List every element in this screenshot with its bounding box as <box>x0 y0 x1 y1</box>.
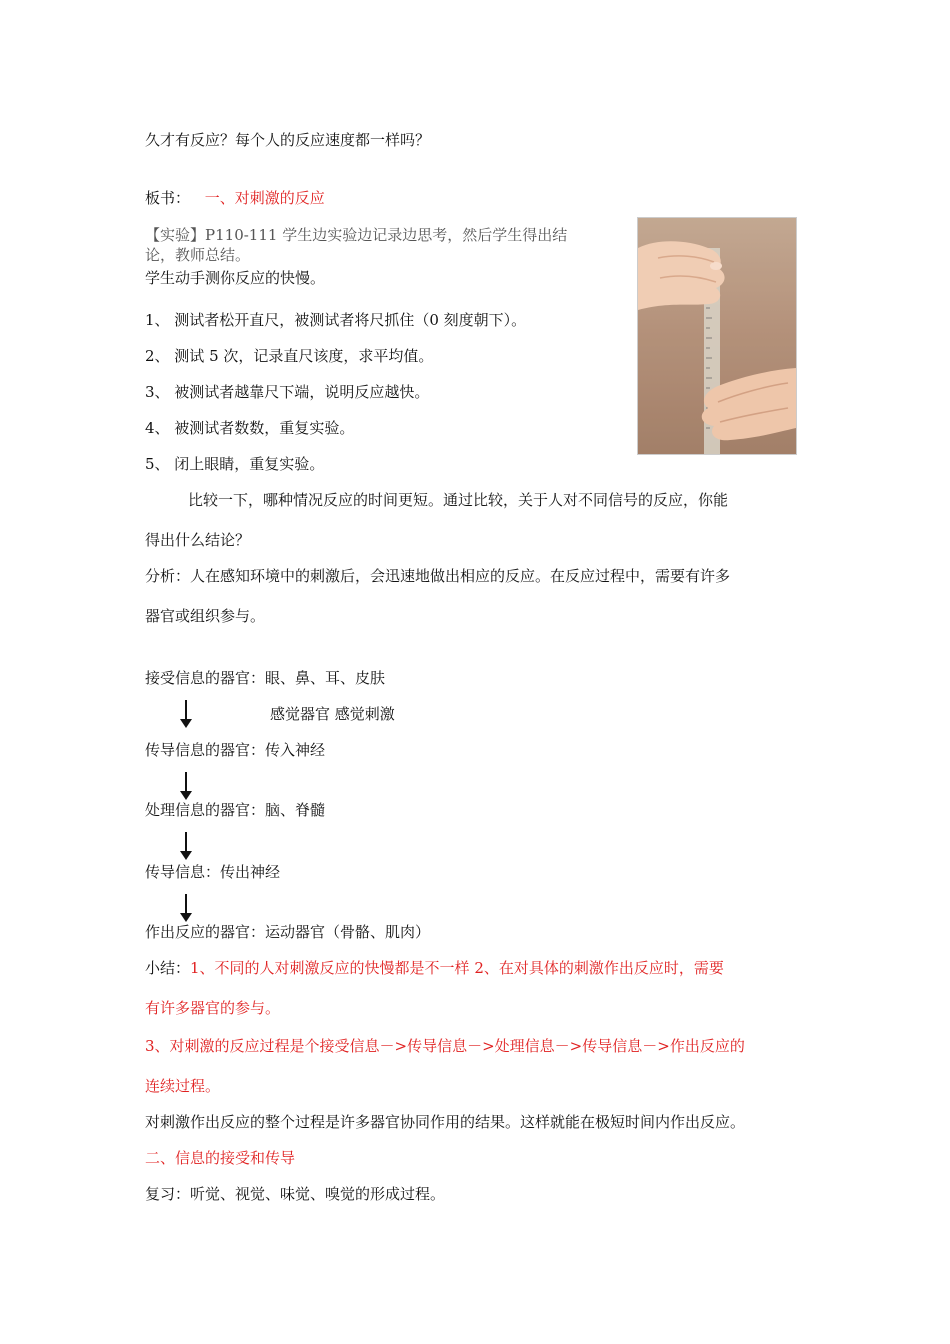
hand-ruler-photo-icon <box>637 217 797 455</box>
compare-line-2: 得出什么结论？ <box>145 531 251 549</box>
board-heading: 一、对刺激的反应 <box>204 189 325 207</box>
experiment-task: 学生动手测你反应的快慢。 <box>145 269 326 287</box>
summary-line-3: 3、对刺激的反应过程是个接受信息－>传导信息－>处理信息－>传导信息－>作出反应的 <box>145 1037 745 1055</box>
compare-line-1: 比较一下，哪种情况反应的时间更短。通过比较，关于人对不同信号的反应，你能 <box>188 491 729 509</box>
analysis-line-2: 器官或组织参与。 <box>145 607 266 625</box>
summary-line-4: 连续过程。 <box>145 1077 221 1095</box>
conclusion: 对刺激作出反应的整个过程是许多器官协同作用的结果。这样就能在极短时间内作出反应。 <box>145 1113 746 1131</box>
board-label: 板书： <box>145 189 191 207</box>
summary-text-1: 1、不同的人对刺激反应的快慢都是不一样 2、在对具体的刺激作出反应时，需要 <box>190 959 724 977</box>
experiment-text-2: 论，教师总结。 <box>145 246 251 264</box>
down-arrow-icon <box>178 772 194 800</box>
experiment-text-1: P110-111 学生边实验边记录边思考，然后学生得出结 <box>205 226 568 244</box>
flow-step-5: 作出反应的器官：运动器官（骨骼、肌肉） <box>145 923 431 941</box>
intro-question: 久才有反应？每个人的反应速度都一样吗？ <box>145 131 431 149</box>
summary-line-1 <box>145 958 724 978</box>
flow-step-1: 接受信息的器官：眼、鼻、耳、皮肤 <box>145 669 386 687</box>
board-heading-line <box>145 188 325 208</box>
flow-step-3: 处理信息的器官：脑、脊髓 <box>145 801 326 819</box>
down-arrow-icon <box>178 832 194 860</box>
experiment-tag: 【实验】 <box>145 226 206 244</box>
flow-note: 感觉器官 感觉刺激 <box>270 705 395 723</box>
flow-step-2: 传导信息的器官：传入神经 <box>145 741 326 759</box>
down-arrow-icon <box>178 700 194 728</box>
down-arrow-icon <box>178 894 194 922</box>
step-1: 1、 测试者松开直尺，被测试者将尺抓住（0 刻度朝下）。 <box>145 311 527 329</box>
step-5: 5、 闭上眼睛，重复实验。 <box>145 455 325 473</box>
flow-step-4: 传导信息：传出神经 <box>145 863 281 881</box>
step-2: 2、 测试 5 次，记录直尺该度，求平均值。 <box>145 347 434 365</box>
step-4: 4、 被测试者数数，重复实验。 <box>145 419 355 437</box>
step-3: 3、 被测试者越靠尺下端，说明反应越快。 <box>145 383 430 401</box>
analysis-line-1: 分析：人在感知环境中的刺激后，会迅速地做出相应的反应。在反应过程中，需要有许多 <box>145 567 731 585</box>
summary-label: 小结： <box>145 959 191 977</box>
experiment-line-1 <box>145 225 567 245</box>
review: 复习：听觉、视觉、味觉、嗅觉的形成过程。 <box>145 1185 446 1203</box>
summary-line-2: 有许多器官的参与。 <box>145 999 281 1017</box>
section-2-heading: 二、信息的接受和传导 <box>145 1149 296 1167</box>
